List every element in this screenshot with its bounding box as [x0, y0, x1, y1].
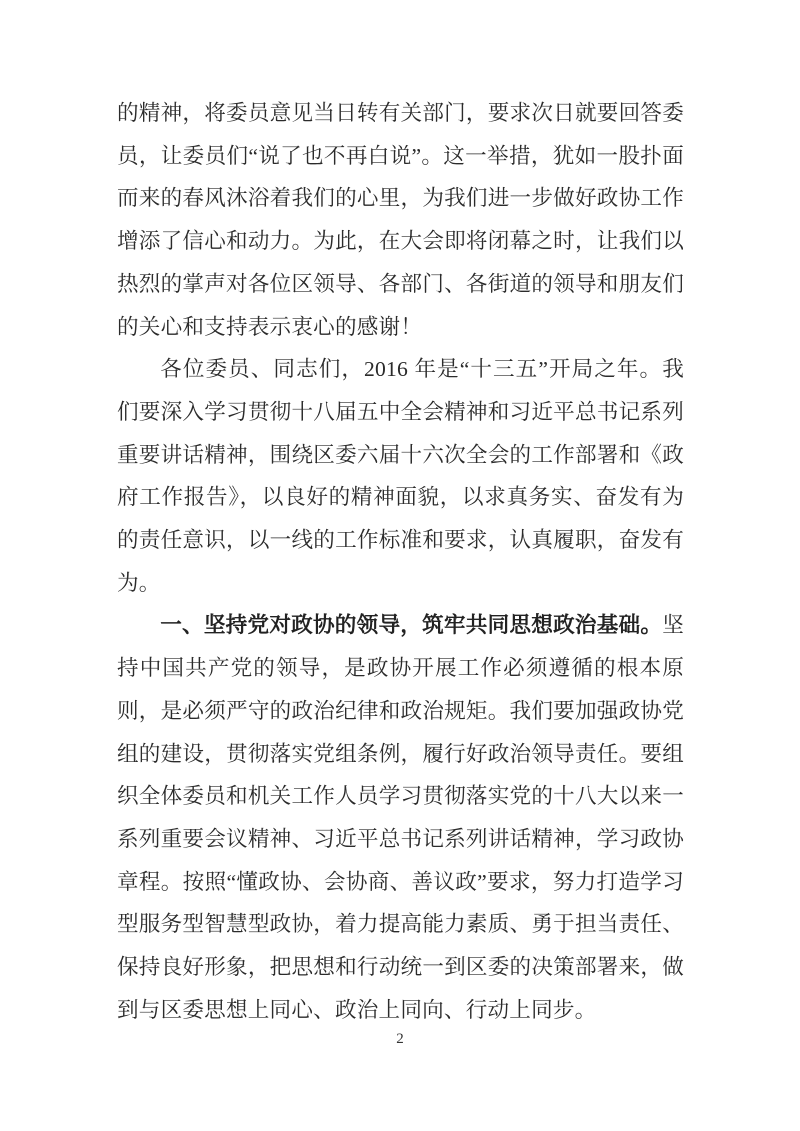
paragraph-section-one	[117, 604, 684, 1031]
paragraph-opening-year: 各位委员、同志们，2016 年是“十三五”开局之年。我们要深入学习贯彻十八届五中全会精神和习近平总书记系列重要讲话精神，围绕区委六届十六次全会的工作部署和《政府工作报告》，以良好的精神面貌，以求真务实、奋发有为的责任意识，以一线的工作标准和要求，认真履职，奋发有为。	[117, 357, 684, 595]
page-footer	[0, 1029, 800, 1049]
paragraph-continuation: 的精神，将委员意见当日转有关部门，要求次日就要回答委员，让委员们“说了也不再白说”。这一举措，犹如一股扑面而来的春风沐浴着我们的心里，为我们进一步做好政协工作增添了信心和动力。为此，在大会即将闭幕之时，让我们以热烈的掌声对各位区领导、各部门、各街道的领导和朋友们的关心和支持表示衷心的感谢！	[117, 101, 684, 339]
page-number: 2	[396, 1031, 404, 1047]
section-one-body: 坚持中国共产党的领导，是政协开展工作必须遵循的根本原则，是必须严守的政治纪律和政治规矩。我们要加强政协党组的建设，贯彻落实党组条例，履行好政治领导责任。要组织全体委员和机关工作人员学习贯彻落实党的十八大以来一系列重要会议精神、习近平总书记系列讲话精神，学习政协章程。按照“懂政协、会协商、善议政”要求，努力打造学习型服务型智慧型政协，着力提高能力素质、勇于担当责任、保持良好形象，把思想和行动统一到区委的决策部署来，做到与区委思想上同心、政治上同向、行动上同步。	[117, 613, 684, 1022]
document-body	[117, 92, 684, 1031]
section-one-heading: 一、坚持党对政协的领导，筑牢共同思想政治基础。	[160, 613, 663, 638]
